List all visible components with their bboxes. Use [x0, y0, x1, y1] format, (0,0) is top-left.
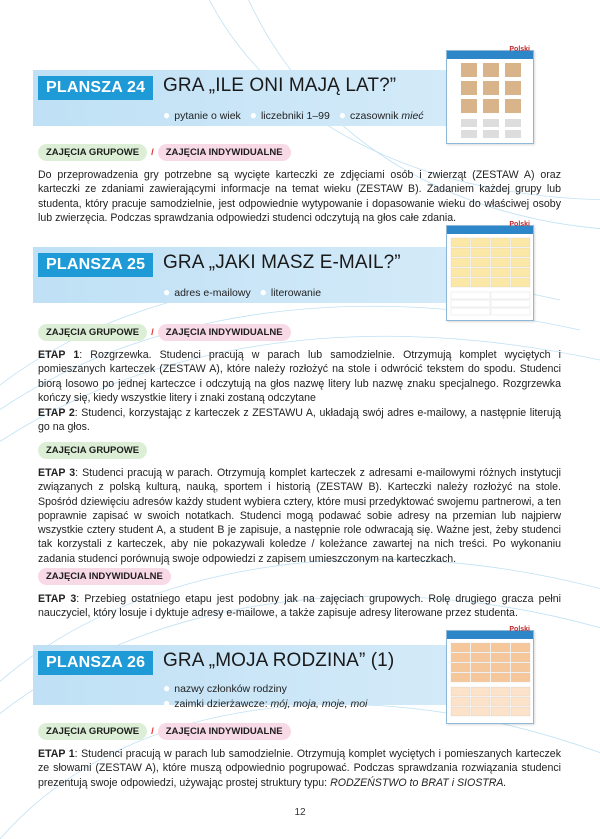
topic-bullets: ● nazwy członków rodziny ● zaimki dzierżawcze: mój, moja, moje, moi [163, 681, 368, 710]
stage-label: ETAP 1 [38, 349, 80, 361]
board-thumbnail [446, 221, 534, 321]
stage-1-paragraph [38, 747, 561, 790]
bullet-item: czasownik [350, 110, 399, 122]
tag-individual-classes: ZAJĘCIA INDYWIDUALNE [158, 144, 291, 161]
tag-individual-classes: ZAJĘCIA INDYWIDUALNE [158, 324, 291, 341]
stage-text: : Studenci, korzystając z karteczek z ZESTAWU A, układają swój adres e-mailowy, a następnie literują go na głos. [38, 407, 561, 434]
stage-2-paragraph [38, 406, 561, 435]
stage-text: : Przebieg ostatniego etapu jest podobny jak na zajęciach grupowych. Rolę drugiego gracza pełni nauczyciel, który losuje i dyktuje adresy e-mailowe, a także zapisuje adresy literowane przez studenta. [38, 593, 561, 620]
bullet-item: adres e-mailowy [174, 287, 251, 299]
game-title: GRA „MOJA RODZINA” (1) [163, 650, 395, 671]
tag-group-classes: ZAJĘCIA GRUPOWE [38, 324, 147, 341]
stage-text: : Studenci pracują w parach. Otrzymują komplet karteczek z adresami e-mailowymi różnych instytucji związanych z polską kulturą, nauką, sportem i historią (ZESTAW B). Karteczki należy rozłożyć na stole. Spośród dziewięciu adresów każdy student wybiera cztery, które musi przedyktować swojemu partnerowi, a ten poprawnie zapisać w swoich notatkach. Studenci mogą podawać sobie adresy na przemian lub najpierw wszystkie cztery student A, a student B je zapisuje, a następnie role odwracają się. Ważne jest, żeby studenci tak korzystali z karteczek, aby nie pokazywali koledze / koleżance zawartej na nich treści. Po wykonaniu zadania studenci porównują swoje odpowiedzi z zapisem umieszczonym na karteczkach. [38, 467, 561, 565]
stage-text: : Studenci pracują w parach lub samodzielnie. Otrzymują komplet wyciętych i pomieszanych karteczek ze słowami (ZESTAW A), które muszą odpowiednio pogrupować. Podczas sprawdzania rozwiązania studenci prezentują swoje odpowiedzi, używając prostej struktury typu: [38, 748, 561, 789]
bullet-item: nazwy członków rodziny [174, 683, 287, 695]
stage-1-paragraph [38, 348, 561, 405]
tag-individual-classes: ZAJĘCIA INDYWIDUALNE [38, 568, 171, 585]
photo-grid [447, 59, 533, 143]
stage-3-paragraph [38, 466, 561, 566]
description-paragraph: Do przeprowadzenia gry potrzebne są wycięte karteczki ze zdjęciami osób i zwierząt (ZESTAW A) oraz karteczki ze zdaniami zawierającymi informacje na temat wieku (ZESTAW B). Zadaniem każdej grupy lub studenta, który pracuje samodzielnie, jest odpowiednie wytypowanie i dopasowanie wieku do właściwej osoby lub zwierzęcia. Podczas sprawdzania odpowiedzi studenci odczytują na głos całe zdania. [38, 169, 561, 224]
page-number: 12 [294, 807, 306, 818]
thumbnail-logo: Polski [509, 46, 530, 53]
thumbnail-logo: Polski [509, 626, 530, 633]
board-thumbnail [446, 46, 534, 144]
word-grid [447, 639, 533, 723]
stage-label: ETAP 2 [38, 407, 75, 419]
stage-3-individual-paragraph [38, 592, 561, 621]
tag-row: ZAJĘCIA GRUPOWE / ZAJĘCIA INDYWIDUALNE [38, 324, 291, 341]
stage-label: ETAP 3 [38, 593, 77, 605]
tag-row: ZAJĘCIA GRUPOWE / ZAJĘCIA INDYWIDUALNE [38, 723, 291, 740]
tag-row [38, 442, 147, 459]
tag-row: ZAJĘCIA GRUPOWE / ZAJĘCIA INDYWIDUALNE [38, 144, 291, 161]
thumbnail-logo: Polski [509, 221, 530, 228]
plansza-label: PLANSZA 25 [38, 253, 153, 277]
tag-individual-classes: ZAJĘCIA INDYWIDUALNE [158, 723, 291, 740]
stage-label: ETAP 3 [38, 467, 76, 479]
game-title: GRA „ILE ONI MAJĄ LAT?” [163, 75, 397, 96]
bullet-italic: mój, moja, moje, moi [270, 698, 368, 710]
bullet-item: liczebniki 1–99 [260, 110, 330, 122]
tag-row [38, 568, 171, 585]
letter-grid [447, 234, 533, 320]
plansza-label: PLANSZA 26 [38, 651, 153, 675]
game-title: GRA „JAKI MASZ E-MAIL?” [163, 252, 401, 273]
bullet-item: pytanie o wiek [174, 110, 241, 122]
example-structure: RODZEŃSTWO to BRAT i SIOSTRA. [330, 776, 507, 789]
tag-group-classes: ZAJĘCIA GRUPOWE [38, 723, 147, 740]
topic-bullets: ● pytanie o wiek ● liczebniki 1–99 ● czasownik mieć [163, 108, 424, 122]
bullet-italic: mieć [401, 110, 424, 122]
bullet-item: literowanie [270, 287, 322, 299]
plansza-label: PLANSZA 24 [38, 76, 153, 100]
bullet-item: zaimki dzierżawcze: [174, 698, 271, 710]
stage-text: : Rozgrzewka. Studenci pracują w parach lub samodzielnie. Otrzymują komplet wyciętych i pomieszanych karteczek (ZESTAW A), które należy rozłożyć na stole i odwrócić tekstem do spodu. Studenci biorą losowo po jednej karteczce i odczytują na głos nazwę litery lub nazwę znaku specjalnego. Rozgrzewka kończy się, kiedy wszystkie litery i znaki zostaną odczytane [38, 349, 561, 404]
tag-group-classes: ZAJĘCIA GRUPOWE [38, 144, 147, 161]
topic-bullets: ● adres e-mailowy ● literowanie [163, 285, 322, 299]
board-thumbnail [446, 626, 534, 724]
stage-label: ETAP 1 [38, 748, 75, 760]
tag-group-classes: ZAJĘCIA GRUPOWE [38, 442, 147, 459]
